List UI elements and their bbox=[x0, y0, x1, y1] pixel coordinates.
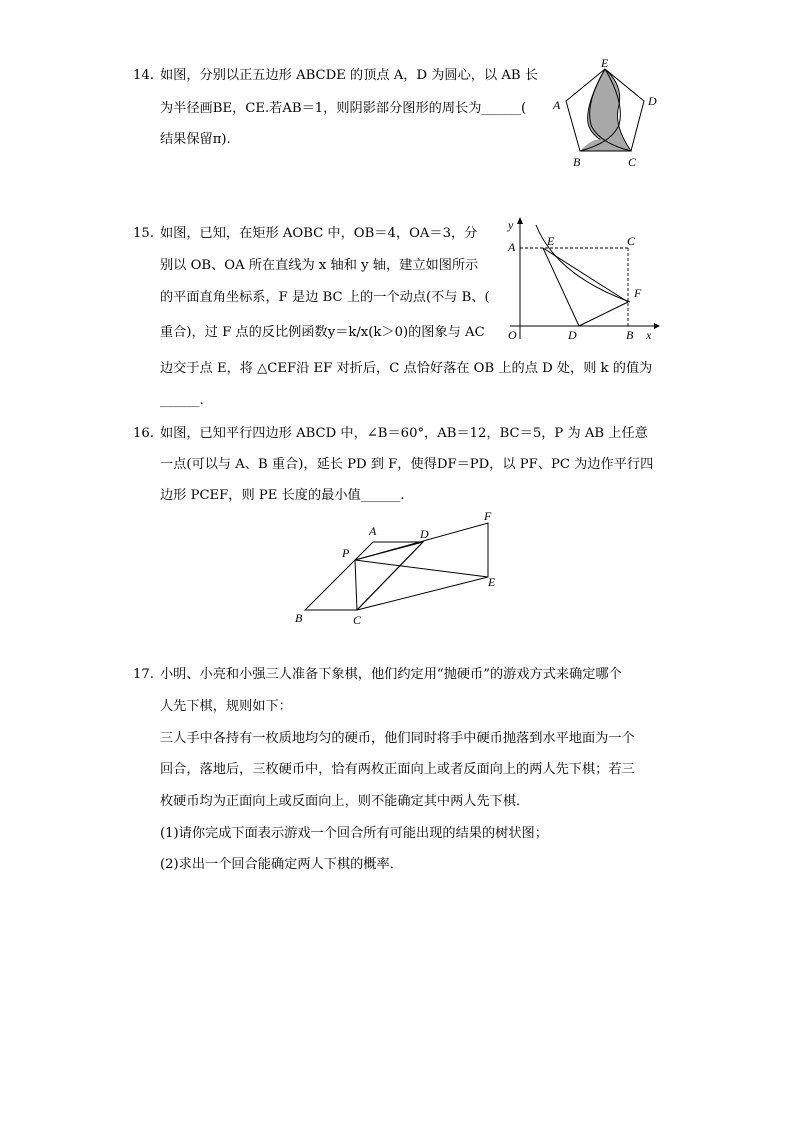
q15-line-6: ______. bbox=[160, 393, 204, 408]
q16-seg-pd bbox=[355, 542, 423, 560]
q16-label-c: C bbox=[353, 613, 362, 627]
q15-label-y: y bbox=[508, 218, 514, 232]
q16-label-d: D bbox=[420, 527, 429, 541]
q14-pentagon-figure bbox=[545, 55, 670, 175]
q15-label-d: D bbox=[568, 328, 577, 342]
q15-label-f: F bbox=[634, 286, 642, 300]
q16-seg-pe bbox=[355, 560, 488, 577]
q15-number: 15. bbox=[133, 226, 154, 241]
q16-label-a: A bbox=[369, 524, 377, 538]
q14-line-3: 结果保留π). bbox=[160, 132, 231, 147]
q15-line-4: 重合)，过 F 点的反比例函数y＝k/x(k＞0)的图象与 AC bbox=[160, 325, 485, 340]
q16-label-e: E bbox=[488, 575, 496, 589]
q17-line-7: (2)求出一个回合能确定两人下棋的概率． bbox=[160, 857, 403, 872]
q17-number: 17. bbox=[133, 667, 154, 682]
q16-label-p: P bbox=[342, 546, 350, 560]
q14-label-b: B bbox=[573, 155, 581, 169]
q15-label-e: E bbox=[547, 234, 555, 248]
q16-label-f: F bbox=[484, 509, 492, 523]
q15-line-2: 别以 OB、OA 所在直线为 x 轴和 y 轴，建立如图所示 bbox=[160, 258, 479, 273]
q16-label-b: B bbox=[295, 611, 303, 625]
q15-label-b: B bbox=[626, 328, 634, 342]
q15-line-1: 如图，已知，在矩形 AOBC 中，OB＝4，OA＝3，分 bbox=[160, 226, 478, 241]
q17-line-3: 三人手中各持有一枚质地均匀的硬币，他们同时将手中硬币抛落到水平地面为一个 bbox=[160, 731, 635, 746]
q15-line-3: 的平面直角坐标系，F 是边 BC 上的一个动点(不与 B、( bbox=[160, 290, 490, 305]
q16-parallelogram-abcd bbox=[305, 542, 423, 610]
q16-number: 16. bbox=[133, 426, 154, 441]
q17-line-1: 小明、小亮和小强三人准备下象棋，他们约定用“抛硬币”的游戏方式来确定哪个 bbox=[160, 667, 622, 682]
q14-shaded-lens bbox=[588, 69, 631, 151]
q17-line-5: 枚硬币均为正面向上或反面向上，则不能确定其中两人先下棋． bbox=[160, 794, 530, 809]
q17-line-4: 回合，落地后，三枚硬币中，恰有两枚正面向上或者反面向上的两人先下棋；若三 bbox=[160, 762, 635, 777]
q15-label-c: C bbox=[627, 234, 636, 248]
q14-label-c: C bbox=[628, 155, 637, 169]
q14-label-e: E bbox=[601, 56, 609, 70]
q14-label-a: A bbox=[553, 98, 561, 112]
q14-number: 14. bbox=[133, 68, 154, 83]
q15-line-df bbox=[579, 302, 628, 326]
q15-coordinate-figure bbox=[498, 215, 663, 345]
q14-line-2: 为半径画BE，CE.若AB＝1，则阴影部分图形的周长为______( bbox=[160, 101, 527, 116]
q15-label-a: A bbox=[508, 240, 516, 254]
q14-line-1: 如图，分别以正五边形 ABCDE 的顶点 A，D 为圆心，以 AB 长 bbox=[160, 68, 538, 83]
q14-label-d: D bbox=[648, 94, 657, 108]
q16-parallelogram-figure bbox=[290, 508, 505, 630]
q15-label-o: O bbox=[508, 328, 517, 342]
q17-line-6: (1)请你完成下面表示游戏一个回合所有可能出现的结果的树状图； bbox=[160, 826, 548, 841]
q16-line-1: 如图，已知平行四边形 ABCD 中，∠B＝60°，AB＝12，BC＝5，P 为 AB 上任意 bbox=[160, 426, 648, 441]
q16-line-2: 一点(可以与 A、B 重合)，延长 PD 到 F，使得DF＝PD，以 PF、PC 为边作平行四 bbox=[160, 457, 654, 472]
q15-label-x: x bbox=[646, 328, 652, 342]
q15-line-5: 边交于点 E，将 △CEF沿 EF 对折后，C 点恰好落在 OB 上的点 D 处，则 k 的值为 bbox=[160, 361, 653, 376]
q15-x-arrow bbox=[654, 323, 660, 329]
q17-line-2: 人先下棋，规则如下： bbox=[160, 699, 292, 714]
q16-seg-cd bbox=[357, 542, 423, 610]
q15-y-arrow bbox=[517, 217, 523, 224]
q16-line-3: 边形 PCEF，则 PE 长度的最小值______. bbox=[160, 488, 405, 503]
